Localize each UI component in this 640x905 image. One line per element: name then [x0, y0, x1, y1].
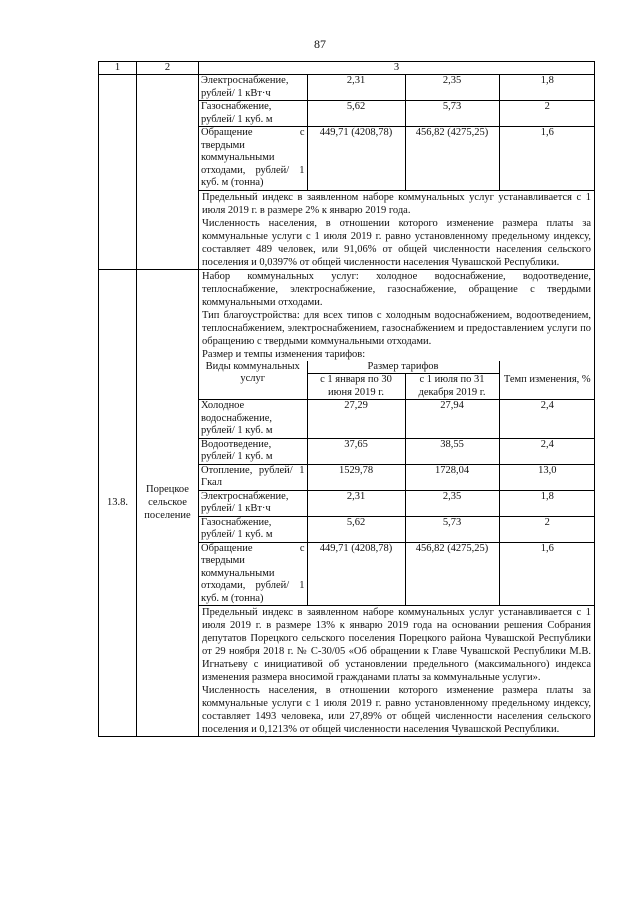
service-label: Холодное водоснабжение, рублей/ 1 куб. м [199, 400, 307, 439]
tariff-jan: 2,31 [307, 75, 405, 101]
tariff-jan: 449,71 (4208,78) [307, 542, 405, 606]
block1-tariff-table [199, 75, 595, 191]
population-paragraph: Численность населения, в отношении которого изменение размера платы за коммунальные услуги с 1 июля 2019 г. равно установленному предельному индексу, составляет 489 человек, или 91,06% от общей численности населения сельского поселения и 0,0397% от общей численности населения Чувашской Республики. [202, 217, 591, 268]
table-row [199, 490, 595, 516]
block2-content [199, 269, 595, 737]
population-paragraph: Численность населения, в отношении которого изменение размера платы за коммунальные услуги с 1 июля 2019 г. равно установленному предельному индексу, составляет 1493 человека, или 27,89% от общей численности населения сельского поселения и 0,1213% от общей численности населения Чувашской Республики. [202, 685, 591, 735]
block1-row [99, 75, 595, 270]
service-label: Отопление, рублей/ 1 Гкал [199, 464, 307, 490]
service-label: Обращение с твердыми коммунальными отходами, рублей/ 1 куб. м (тонна) [199, 542, 307, 606]
service-label: Обращение с твердыми коммунальными отходами, рублей/ 1 куб. м (тонна) [199, 127, 307, 191]
table-row [199, 464, 595, 490]
tariff-jan: 449,71 (4208,78) [307, 127, 405, 191]
tariff-jan: 1529,78 [307, 464, 405, 490]
tariff-jul: 2,35 [405, 75, 499, 101]
tariff-jul: 27,94 [405, 400, 499, 439]
table-row [199, 127, 595, 191]
col-header-jan: с 1 января по 30 июня 2019 г. [307, 374, 405, 400]
tariff-caption: Размер и темпы изменения тарифов: [202, 348, 366, 360]
section-number: 13.8. [99, 269, 137, 737]
tariff-rate: 2 [499, 516, 595, 542]
table-row [199, 75, 595, 101]
services-paragraph: Набор коммунальных услуг: холодное водоснабжение, водоотведение, теплоснабжение, электроснабжение, газоснабжение, обращение с твердыми коммунальными отходами. [202, 270, 591, 308]
index-paragraph: Предельный индекс в заявленном наборе коммунальных услуг устанавливается с 1 июля 2019 г. в размере 2% к январю 2019 года. [202, 191, 591, 216]
tariff-rate: 2,4 [499, 400, 595, 439]
service-label: Электроснабжение, рублей/ 1 кВт·ч [199, 490, 307, 516]
col-header-jul: с 1 июля по 31 декабря 2019 г. [405, 374, 499, 400]
table-row [199, 400, 595, 439]
table-header-row [199, 361, 595, 374]
settlement-name: Порецкое сельское поселение [137, 269, 199, 737]
tariff-jul: 38,55 [405, 438, 499, 464]
table-row [199, 438, 595, 464]
col-header-size: Размер тарифов [307, 361, 499, 374]
tariff-jul: 2,35 [405, 490, 499, 516]
header-col-1: 1 [99, 62, 137, 75]
service-label: Газоснабжение, рублей/ 1 куб. м [199, 516, 307, 542]
tariff-rate: 2,4 [499, 438, 595, 464]
table-row [199, 101, 595, 127]
tariff-rate: 13,0 [499, 464, 595, 490]
tariff-jan: 2,31 [307, 490, 405, 516]
tariff-jul: 456,82 (4275,25) [405, 542, 499, 606]
tariff-jul: 1728,04 [405, 464, 499, 490]
table-row [199, 516, 595, 542]
tariff-jan: 27,29 [307, 400, 405, 439]
tariff-rate: 1,8 [499, 490, 595, 516]
type-paragraph: Тип благоустройства: для всех типов с холодным водоснабжением, водоотведением, теплоснабжением, электроснабжением, газоснабжением и предоставлением услуги по обращению с твердыми коммунальными отходами. [202, 309, 591, 347]
block1-content [199, 75, 595, 270]
tariff-rate: 1,6 [499, 127, 595, 191]
tariff-rate: 2 [499, 101, 595, 127]
tariff-rate: 1,6 [499, 542, 595, 606]
col-header-rate: Темп изменения, % [499, 361, 595, 400]
index-paragraph: Предельный индекс в заявленном наборе коммунальных услуг устанавливается с 1 июля 2019 г. в размере 13% к январю 2019 года на основании решения Собрания депутатов Порецкого сельского поселения Порецкого района Чувашской Республики от 29 ноября 2018 г. № С-30/05 «Об обращении к Главе Чувашской Республики М.В. Игнатьеву с инициативой об установлении предельного (максимального) индекса изменения размера вносимой гражданами платы за коммунальные услуги». [202, 607, 591, 683]
service-label: Газоснабжение, рублей/ 1 куб. м [199, 101, 307, 127]
block2-tariff-table [199, 361, 595, 607]
header-row [99, 62, 595, 75]
header-col-2: 2 [137, 62, 199, 75]
tariff-jul: 5,73 [405, 101, 499, 127]
page-number: 87 [314, 37, 326, 51]
service-label: Электроснабжение, рублей/ 1 кВт·ч [199, 75, 307, 101]
table-row [199, 542, 595, 606]
block2-row [99, 269, 595, 737]
header-col-3: 3 [199, 62, 595, 75]
tariff-jul: 456,82 (4275,25) [405, 127, 499, 191]
col-header-kinds: Виды коммунальных услуг [199, 361, 307, 400]
tariff-jan: 37,65 [307, 438, 405, 464]
tariff-jan: 5,62 [307, 516, 405, 542]
tariff-rate: 1,8 [499, 75, 595, 101]
tariff-jul: 5,73 [405, 516, 499, 542]
tariff-jan: 5,62 [307, 101, 405, 127]
service-label: Водоотведение, рублей/ 1 куб. м [199, 438, 307, 464]
main-table [98, 61, 595, 737]
